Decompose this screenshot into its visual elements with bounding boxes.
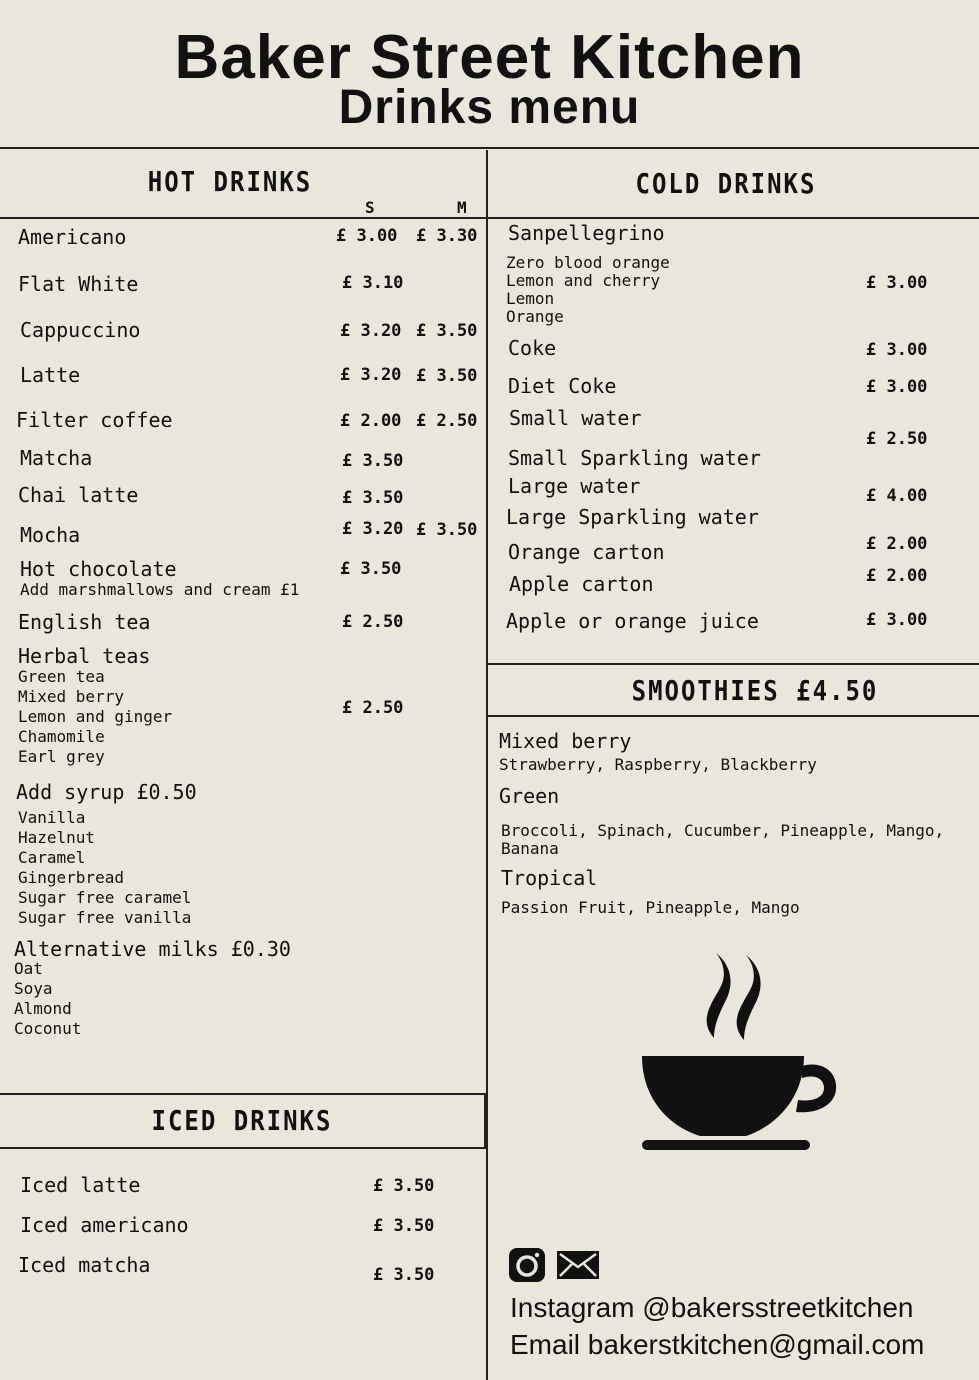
page-subtitle: Drinks menu [338,81,641,134]
water-small-price: £ 2.50 [866,429,928,449]
item-price: £ 3.00 [866,610,928,630]
option-item: Oat [14,959,43,978]
option-item: Hazelnut [18,828,96,847]
size-s-label: S [365,198,375,217]
camera-icon [508,1247,546,1283]
price-medium: £ 2.50 [416,411,478,431]
menu-item-name: Hot chocolate [20,557,177,581]
smoothie-name: Mixed berry [499,729,632,753]
coffee-cup-icon [636,948,846,1158]
option-item: Mixed berry [18,687,124,706]
iced-drinks-heading: ICED DRINKS [151,1104,333,1138]
price-medium: £ 3.50 [416,366,478,386]
size-m-label: M [457,198,467,217]
alternative-milks-name: Alternative milks £0.30 [14,937,291,961]
price-medium: £ 3.30 [416,226,478,246]
option-item: Lemon and cherry [506,271,661,290]
menu-item-name: Flat White [18,272,139,296]
option-item: Lemon [506,289,555,308]
price-small: £ 3.10 [342,273,404,293]
option-item: Chamomile [18,727,105,746]
item-price: £ 3.50 [373,1176,435,1196]
column-divider [486,150,488,1380]
iced-box-edge [484,1093,486,1149]
option-item: Caramel [18,848,86,867]
sanpellegrino-name: Sanpellegrino [508,221,665,245]
smoothies-heading: SMOOTHIES £4.50 [631,674,879,708]
hot-chocolate-note: Add marshmallows and cream £1 [20,580,300,599]
smoothies-bottom-divider [487,715,979,717]
water-large-price: £ 4.00 [866,486,928,506]
price-medium: £ 3.50 [416,520,478,540]
option-item: Green tea [18,667,105,686]
price-small: £ 2.50 [342,612,404,632]
smoothies-top-divider [487,663,979,665]
price-medium: £ 3.50 [416,321,478,341]
menu-item-name: Small Sparkling water [508,446,761,470]
smoothie-name: Green [499,784,560,808]
price-small: £ 3.50 [342,451,404,471]
price-small: £ 3.50 [340,559,402,579]
sanpellegrino-price: £ 3.00 [866,273,928,293]
herbal-teas-price: £ 2.50 [342,698,404,718]
iced-bottom-divider [0,1147,486,1149]
smoothie-ingredients: Broccoli, Spinach, Cucumber, Pineapple, Mango, [501,821,945,840]
smoothie-ingredients-cont: Banana [501,839,559,858]
hot-drinks-heading: HOT DRINKS [147,165,313,199]
menu-item-name: Large Sparkling water [506,505,759,529]
option-item: Soya [14,979,53,998]
menu-item-name: Iced latte [20,1173,141,1197]
menu-item-name: Americano [18,225,127,249]
option-item: Vanilla [18,808,86,827]
sanpellegrino-options [506,254,670,326]
menu-item-name: Latte [20,363,81,387]
herbal-teas-name: Herbal teas [18,644,151,668]
option-item: Sugar free vanilla [18,908,192,927]
option-item: Almond [14,999,72,1018]
cold-drinks-heading: COLD DRINKS [635,167,817,201]
price-small: £ 2.00 [340,411,402,431]
herbal-teas-options [18,667,172,767]
price-small: £ 3.20 [342,519,404,539]
option-item: Earl grey [18,747,105,766]
menu-item-name: English tea [18,610,151,634]
menu-item-name: Mocha [20,523,81,547]
menu-item-name: Apple carton [509,572,654,596]
syrup-options [18,808,191,928]
smoothie-ingredients: Passion Fruit, Pineapple, Mango [501,898,800,917]
menu-item-name: Matcha [20,446,93,470]
menu-item-name: Apple or orange juice [506,609,759,633]
smoothie-ingredients: Strawberry, Raspberry, Blackberry [499,755,817,774]
menu-item-name: Chai latte [18,483,139,507]
option-item: Orange [506,307,564,326]
price-small: £ 3.00 [336,226,398,246]
price-small: £ 3.20 [340,365,402,385]
orange-carton-price: £ 2.00 [866,534,928,554]
section-header-divider [0,217,979,219]
option-item: Zero blood orange [506,253,670,272]
milk-options [14,959,81,1039]
menu-item-name: Small water [509,406,642,430]
smoothie-name: Tropical [501,866,598,890]
option-item: Sugar free caramel [18,888,192,907]
menu-item-name: Iced matcha [18,1253,151,1277]
menu-item-name: Orange carton [508,540,665,564]
add-syrup-name: Add syrup £0.50 [16,780,197,804]
menu-item-name: Coke [508,336,557,360]
item-price: £ 3.50 [373,1265,435,1285]
menu-item-name: Large water [508,474,641,498]
item-price: £ 3.00 [866,340,928,360]
option-item: Gingerbread [18,868,124,887]
envelope-icon [556,1250,600,1280]
option-item: Coconut [14,1019,82,1038]
instagram-handle: Instagram @bakersstreetkitchen [510,1292,914,1323]
option-item: Lemon and ginger [18,707,173,726]
item-price: £ 3.00 [866,377,928,397]
page-title: Baker Street Kitchen [174,23,805,92]
menu-item-name: Iced americano [20,1213,189,1237]
email-address: Email bakerstkitchen@gmail.com [510,1329,925,1360]
price-small: £ 3.20 [340,321,402,341]
menu-item-name: Filter coffee [16,408,173,432]
menu-item-name: Cappuccino [20,318,141,342]
header-divider [0,147,979,149]
apple-carton-price: £ 2.00 [866,566,928,586]
iced-top-divider [0,1093,486,1095]
price-small: £ 3.50 [342,488,404,508]
item-price: £ 3.50 [373,1216,435,1236]
menu-item-name: Diet Coke [508,374,617,398]
